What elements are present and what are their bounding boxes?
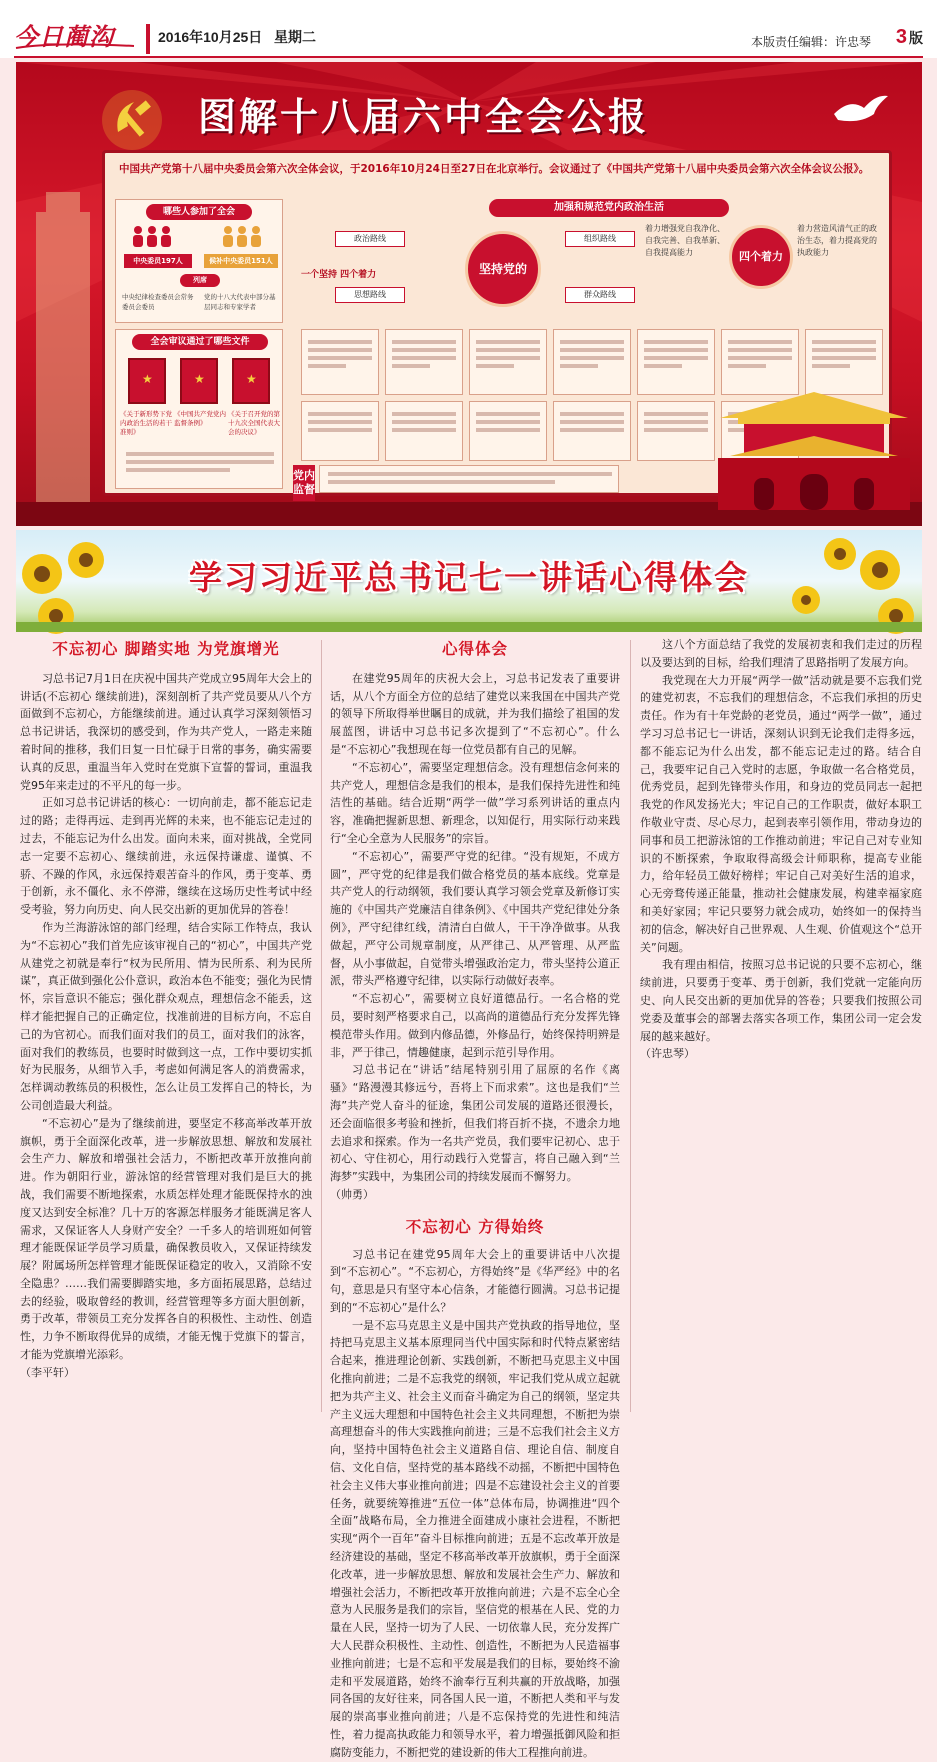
article-1 <box>20 636 312 1418</box>
infographic-intro: 中国共产党第十八届中央委员会第六次全体会议，于2016年10月24日至27日在北京举行。会议通过了《中国共产党第十八届中央委员会第六次全体会议公报》。 <box>119 163 870 175</box>
article-3-author: （许忠琴） <box>640 1047 695 1061</box>
article-1-title: 不忘初心 脚踏实地 为党旗增光 <box>52 639 280 658</box>
document-book-icon <box>232 358 270 404</box>
article-2-author-line <box>330 1186 620 1204</box>
article-1-paragraph: “不忘初心”是为了继续前进，要坚定不移高举改革开放旗帜，勇于全面深化改革，进一步解放思想、解放和发展社会生产力、解放和增强社会活力，不断把改革开放推向前进。作为朝阳行业，游泳馆的经营管理对我们是巨大的挑战，我们需要不断地探索，水质怎样处理才能既保持水的浊度又达到安全标准？几十万的客源怎样服务才能既满足客人需求，又保证客人人身财产安全？一千多人的培训班如何管理才能既保证学员学习质量，确保教员收入，又保证持续发展？附属场所怎样管理才能既保证稳定的收入，又消除不安全隐患？……我们需要脚踏实地，多方面拓展思路，总结过去的经验，吸取曾经的教训，经营管理等多方面大胆创新，勇于改革，带领员工充分发挥各自的积极性、主动性、创造性，力争不断取得优异的成绩，才能无愧于党旗下的誓言，才能为党旗增光添彩。 <box>20 1116 312 1362</box>
page-editor: 本版责任编辑：许忠琴 <box>750 35 871 49</box>
info-card <box>301 401 379 461</box>
issue-weekday: 星期二 <box>273 29 316 45</box>
info-card <box>637 401 715 461</box>
masthead-divider <box>146 24 150 54</box>
document-title-2: 《中国共产党党内监督条例》 <box>174 410 226 427</box>
document-summary-text <box>126 452 274 476</box>
masthead <box>0 0 937 58</box>
line-political: 政治路线 <box>335 231 405 247</box>
article-1-paragraph: 正如习总书记讲话的核心：一切向前走，都不能忘记走过的路；走得再远、走到再光辉的未来，也不能忘记走过的过去，不能忘记为什么出发。面向未来，面对挑战，全党同志一定要不忘初心、继续前进，永远保持谦虚、谨慎、不骄、不躁的作风，永远保持艰苦奋斗的作风，勇于变革、勇于创新，永不僵化、永不停滞，继续在这场历史性考试中经受考验，努力向历史、向人民交出新的更加优异的答卷！ <box>20 796 312 917</box>
attendees-note-header: 列席 <box>180 274 220 287</box>
supervision-panel <box>319 465 619 493</box>
attendee-note-1: 中央纪律检查委员会常务委员会委员 <box>122 293 194 311</box>
slogan-text: 一个坚持 四个着力 <box>301 270 377 280</box>
center-circle: 坚持党的 <box>465 231 541 307</box>
article-3-paragraph: 习总书记在建党95周年大会上的重要讲话中八次提到“不忘初心”。“不忘初心，方得始终”是《华严经》中的名句，意思是只有坚守本心信条，才能德行圆满。习总书记提到的“不忘初心”是什么？ <box>330 1247 620 1314</box>
document-book-icon <box>180 358 218 404</box>
info-card <box>637 329 715 395</box>
article-3-paragraph: 我党现在大力开展“两学一做”活动就是要不忘我们党的建党初衷，不忘我们的理想信念，不忘我们承担的历史责任。作为有十年党龄的老党员，通过“两学一做”，通过学习习总书记七一讲话，深刻认识到无论我们走得多远，都不能忘记为什么出发，都不能忘记走过的路。结合自己，我要牢记自己入党时的志愿，争取做一名合格党员，优秀党员，起到先锋带头作用，和身边的党员同志一起把我党的作风发扬光大；牢记自己的工作职责，做好本职工作敬业守责、尽心尽力，起到表率引领作用，带动身边的同事和员工把游泳馆的工作推动前进；牢记自己对专业知识的不断探索，争取取得高级会计师职称，提高专业能力，给年轻员工做好榜样；牢记自己对美好生活的追求，心无旁骛传递正能量，推动社会健康发展，构建幸福家庭和美好家园；牢记只要努力就会成功，始终如一的保持当初的信念，解决好自己世界观、人生观、价值观这个“总开关”问题。 <box>640 673 922 954</box>
tiananmen-gate-icon <box>714 378 914 518</box>
info-card <box>469 401 547 461</box>
article-2-paragraph: “不忘初心”，需要严守党的纪律。“没有规矩，不成方圆”，严守党的纪律是我们做合格党员的基本底线。党章是共产党人的行动纲领，我们要认真学习领会党章及新修订实施的《中国共产党廉洁自律条例》、《中国共产党纪律处分条例》，严守纪律红线，清清白白做人，干干净净做事。从我做起，严守公司规章制度，从严律己、从严管理、从严监督，从小事做起，自觉带头增强政治定力，带头坚持公道正派，带头严格遵守纪律，以实际行动做好表率。 <box>330 849 620 988</box>
line-mass: 群众路线 <box>565 287 635 303</box>
attendees-panel <box>115 199 283 323</box>
people-icon <box>128 224 272 250</box>
article-2-paragraph: 习总书记在“讲话”结尾特别引用了屈原的名作《离骚》“路漫漫其修远兮，吾将上下而求索”。这也是我们“兰海”共产党人奋斗的征途，集团公司发展的道路还很漫长，还会面临很多考验和挫折，但我们将百折不挠，不遗余力地去追求和探索。作为一名共产党员，我们要牢记初心、忠于初心、守住初心，用行动践行入党誓言，将自己融入到“兰海梦”实践中，为集团公司的持续发展而不懈努力。 <box>330 1063 620 1184</box>
info-card <box>469 329 547 395</box>
article-3-title: 不忘初心 方得始终 <box>405 1216 545 1236</box>
page-number-unit: 版 <box>909 30 923 46</box>
logo-text: 今日蔺沟 <box>14 21 114 51</box>
article-3-paragraph: 这八个方面总结了我党的发展初衷和我们走过的历程以及要达到的目标，给我们理清了思路指明了发展方向。 <box>640 638 922 669</box>
article-2-paragraph: “不忘初心”，需要树立良好道德品行。一名合格的党员，要时刻严格要求自己，以高尚的道德品行充分发挥先锋模范带头作用。做到内修品德，外修品行，始终保持明辨是非，严于律己，情趣健康，起到示范引导作用。 <box>330 992 620 1059</box>
page-number <box>896 26 923 49</box>
info-card <box>553 329 631 395</box>
article-2-paragraph: “不忘初心”，需要坚定理想信念。没有理想信念何来的共产党人，理想信念是我们的根本，是我们保持先进性和纯洁性的基础。结合近期“两学一做”学习系列讲话的重点内容，准确把握新思想、新理念，以知促行，用实际行动来践行“全心全意为人民服务”的宗旨。 <box>330 760 620 845</box>
attendee-count-members: 中央委员197人 <box>124 254 192 268</box>
plenum-infographic <box>16 62 922 526</box>
page-number-value: 3 <box>895 26 907 48</box>
line-organizational: 组织路线 <box>565 231 635 247</box>
article-1-paragraph: 作为兰海游泳馆的部门经理，结合实际工作特点，我认为“不忘初心”我们首先应该审视自己的“初心”，中国共产党从建党之初就是奉行“权为民所用、情为民所系、利为民所谋”，真正做到强化公仆意识，政治本色不能变；强化为民情怀，宗旨意识不能忘；强化群众观点，理想信念不能丢，这样才能把握自己的正确定位，找准前进的目标方向，不忘自己的为官初心。而我们面对我们的员工，面对我们的泳客，面对我们的教练员，也要时时做到这一点，工作中要切实抓好为民服务，从细节入手，考虑如何满足客人的消费需求，怎样调动教练员的积极性，怎么让员工发挥自己的特长，为公司创造最大利益。 <box>20 920 312 1112</box>
dove-icon <box>830 90 890 130</box>
document-title-1: 《关于新形势下党内政治生活的若干准则》 <box>120 410 172 436</box>
issue-date: 2016年10月25日 <box>158 29 263 45</box>
article-1-paragraph: 习总书记7月1日在庆祝中国共产党成立95周年大会上的讲话(不忘初心 继续前进)，深刻剖析了共产党员要从八个方面做到不忘初心，方能继续前进。通过认真学习深刻领悟习总书记讲话，我深切的感受到，作为共产党人，一路走来随着时间的推移，我们日复一日忙碌于日常的事务，确实需要认真的反思，重温当年入党时在党旗下宣誓的誓词，重温我党95年来走过的不平凡的每一步。 <box>20 671 312 792</box>
politics-header: 加强和规范党内政治生活 <box>489 199 729 217</box>
article-2 <box>330 636 620 1759</box>
document-title-3: 《关于召开党的第十九次全国代表大会的决议》 <box>228 410 280 436</box>
article-2-paragraph: 在建党95周年的庆祝大会上，习总书记发表了重要讲话，从八个方面全方位的总结了建党以来我国在中国共产党的领导下所取得举世瞩目的成就，并为我们描绘了祖国的发展蓝图，讲话中习总书记多次提到了“不忘初心”。什么是“不忘初心”我想现在每一位党员都有自己的见解。 <box>330 671 620 756</box>
article-3-paragraph: 我有理由相信，按照习总书记说的只要不忘初心，继续前进，只要勇于变革、勇于创新，我们党就一定能向历史、向人民交出新的更加优异的答卷；只要我们按照公司党委及董事会的部署去落实各项工作，集团公司一定会发展的越来越好。 <box>640 958 922 1043</box>
attendees-header: 哪些人参加了全会 <box>146 204 252 220</box>
article-1-author-line <box>20 1364 312 1382</box>
supervision-label: 党内监督 <box>293 465 315 501</box>
article-3-author-line <box>640 1045 922 1063</box>
article-2-title: 心得体会 <box>441 639 508 658</box>
document-book-icon <box>128 358 166 404</box>
four-focus-circle: 四个着力 <box>729 225 793 289</box>
line-ideological: 思想路线 <box>335 287 405 303</box>
documents-header: 全会审议通过了哪些文件 <box>132 334 268 350</box>
documents-panel <box>115 329 283 489</box>
column-divider <box>630 640 631 1412</box>
article-3-paragraph-start: 一是不忘马克思主义是中国共产党执政的指导地位，坚持把马克思主义基本原理同当代中国实际和时代特点紧密结合起来，推进理论创新、实践创新，不断把马克思主义中国化推向前进；二是不忘我党的纲领，牢记我们党从成立起就把为共产主义、社会主义而奋斗确定为自己的纲领，坚定共产主义远大理想和中国特色社会主义共同理想，不断把为崇高理想奋斗的伟大实践推向前进；三是不忘我们社会主义方向，坚持中国特色社会主义道路自信、理论自信、制度自信、文化自信，坚持党的基本路线不动摇，不断把中国特色社会主义伟大事业推向前进；四是不忘建设社会主义的首要任务，就要统筹推进“五位一体”总体布局，协调推进“四个全面”战略布局，全力推进全面建成小康社会进程，不断把实现“两个一百年”奋斗目标推向前进；五是不忘改革开放是经济建设的基础，坚定不移高举改革开放旗帜，勇于全面深化改革，进一步解放思想、解放和发展社会生产力、解放和增强社会活力，不断把改革开放推向前进；六是不忘全心全意为人民服务是我们的宗旨，坚信党的根基在人民、党的力量在人民，坚持一切为了人民、一切依靠人民，充分发挥广大人民群众积极性、主动性、创造性，不断把为人民造福事业推向前进；七是不忘和平发展是我们的目标，要始终不渝走和平发展道路，始终不渝奉行互利共赢的开放战略，加强同各国的友好往来，同各国人民一道，不断把人类和平与发展的崇高事业推向前进；八是不忘保持党的先进性和纯洁性，着力提高执政能力和领导水平，着力增强抵御风险和拒腐防变能力，不断把党的建设新的伟大工程推向前进。 <box>330 1318 620 1759</box>
info-card <box>301 329 379 395</box>
info-card <box>385 401 463 461</box>
masthead-rule <box>14 56 923 58</box>
info-card <box>385 329 463 395</box>
article-2-author: （帅勇） <box>330 1187 374 1201</box>
newspaper-logo <box>14 14 140 54</box>
column-divider <box>321 640 322 1412</box>
focus-right-text: 着力营造风清气正的政治生态，着力提高党的执政能力 <box>797 224 877 257</box>
infographic-title: 图解十八届六中全会公报 <box>198 95 650 139</box>
article-3-continued <box>640 636 922 1418</box>
banner-title: 学习习近平总书记七一讲话心得体会 <box>189 558 749 597</box>
attendee-count-alternates: 候补中央委员151人 <box>204 254 278 268</box>
issue-date-line <box>158 27 316 47</box>
party-emblem-icon <box>100 88 164 152</box>
study-banner <box>16 530 922 632</box>
article-1-author: （李平轩） <box>20 1365 75 1379</box>
attendee-note-2: 党的十八大代表中部分基层同志和专家学者 <box>204 293 276 311</box>
info-card <box>553 401 631 461</box>
focus-left-text: 着力增强党自我净化、自我完善、自我革新、自我提高能力 <box>645 224 725 257</box>
